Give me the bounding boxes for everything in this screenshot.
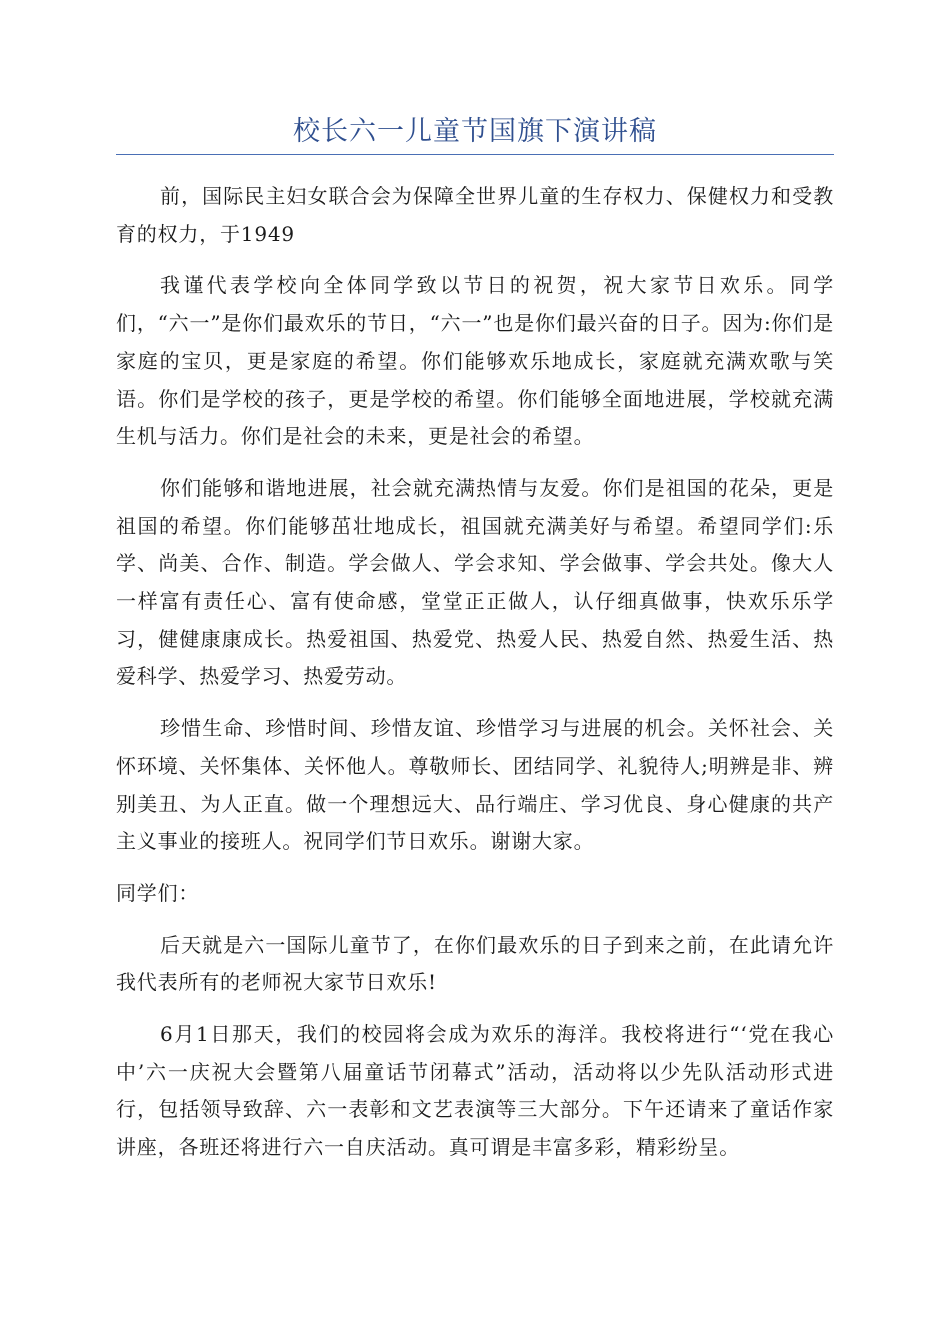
paragraph-4: 珍惜生命、珍惜时间、珍惜友谊、珍惜学习与进展的机会。关怀社会、关怀环境、关怀集体、关怀他人。尊敬师长、团结同学、礼貌待人;明辨是非、辨别美丑、为人正直。做一个理想远大、品行端庄、学习优良、身心健康的共产主义事业的接班人。祝同学们节日欢乐。谢谢大家。 [116,716,834,854]
title-underline [116,154,834,155]
paragraph-salutation: 同学们： [116,880,200,905]
paragraph-7: 6月1日那天，我们的校园将会成为欢乐的海洋。我校将进行“‘党在我心中’六一庆祝大会暨第八届童话节闭幕式”活动，活动将以少先队活动形式进行，包括领导致辞、六一表彰和文艺表演等三大部分。下午还请来了童话作家讲座，各班还将进行六一自庆活动。真可谓是丰富多彩，精彩纷呈。 [116,1022,834,1160]
paragraph-6: 后天就是六一国际儿童节了，在你们最欢乐的日子到来之前，在此请允许我代表所有的老师祝大家节日欢乐! [116,932,834,995]
paragraph-3: 你们能够和谐地进展，社会就充满热情与友爱。你们是祖国的花朵，更是祖国的希望。你们能够茁壮地成长，祖国就充满美好与希望。希望同学们:乐学、尚美、合作、制造。学会做人、学会求知、学会做事、学会共处。像大人一样富有责任心、富有使命感，堂堂正正做人，认仔细真做事，快欢乐乐学习，健健康康成长。热爱祖国、热爱党、热爱人民、热爱自然、热爱生活、热爱科学、热爱学习、热爱劳动。 [116,475,834,689]
document-title: 校长六一儿童节国旗下演讲稿 [293,116,657,147]
document-body [116,178,834,1181]
paragraph-1: 前，国际民主妇女联合会为保障全世界儿童的生存权力、保健权力和受教育的权力，于1949 [116,184,834,246]
paragraph-2: 我谨代表学校向全体同学致以节日的祝贺，祝大家节日欢乐。同学们，“六一”是你们最欢乐的节日，“六一”也是你们最兴奋的日子。因为:你们是家庭的宝贝，更是家庭的希望。你们能够欢乐地成长，家庭就充满欢歌与笑语。你们是学校的孩子，更是学校的希望。你们能够全面地进展，学校就充满生机与活力。你们是社会的未来，更是社会的希望。 [116,273,834,449]
